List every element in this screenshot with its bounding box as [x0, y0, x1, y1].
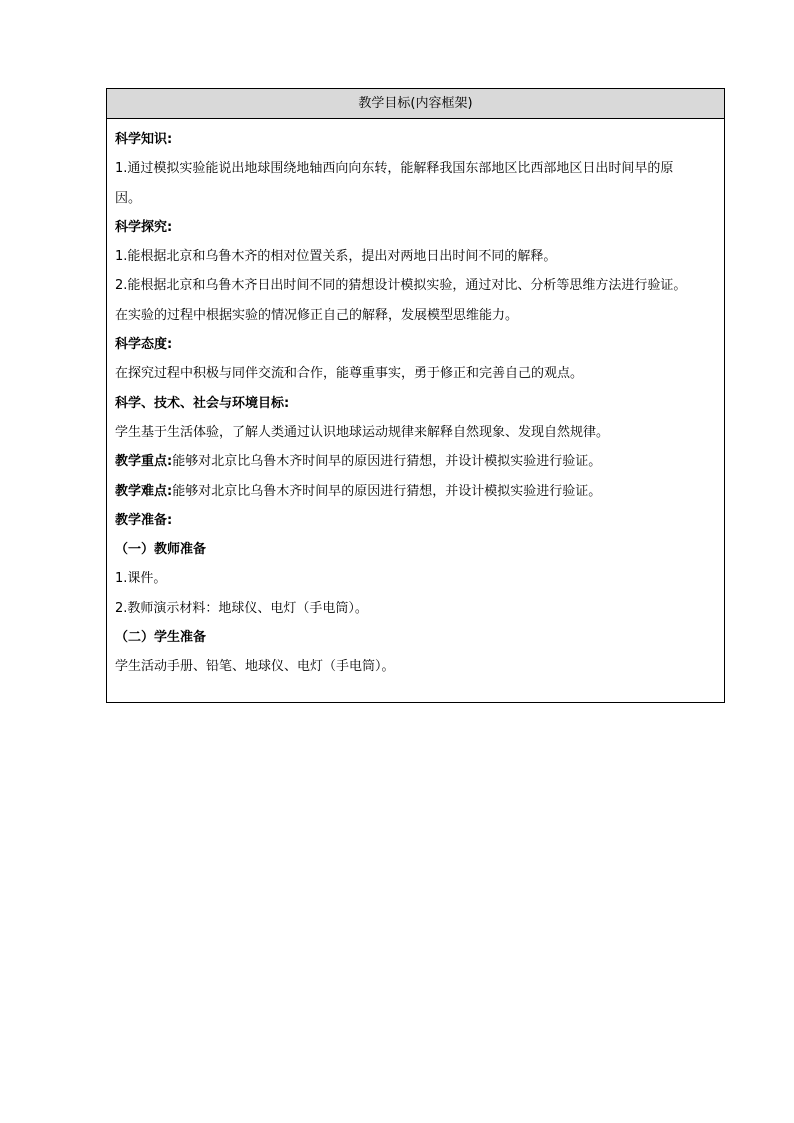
attitude-line-1: 在探究过程中积极与同伴交流和合作，能尊重事实，勇于修正和完善自己的观点。: [115, 366, 584, 382]
stse-heading: 科学、技术、社会与环境目标:: [115, 395, 290, 411]
stse-line-1: 学生基于生活体验，了解人类通过认识地球运动规律来解释自然现象、发现自然规律。: [115, 424, 610, 440]
key-point-text: 能够对北京比乌鲁木齐时间早的原因进行猜想，并设计模拟实验进行验证。: [172, 454, 602, 470]
teacher-prep-item-2: 2.教师演示材料：地球仪、电灯（手电筒）。: [115, 600, 368, 616]
key-point-line: [115, 447, 718, 476]
inquiry-line-2: 2.能根据北京和乌鲁木齐日出时间不同的猜想设计模拟实验，通过对比、分析等思维方法进行验证。: [115, 278, 687, 294]
inquiry-heading: 科学探究:: [115, 219, 173, 235]
teacher-prep-item-1: 1.课件。: [115, 571, 167, 587]
inquiry-line-3: 在实验的过程中根据实验的情况修正自己的解释，发展模型思维能力。: [115, 307, 519, 323]
preparation-heading: 教学准备:: [115, 512, 173, 528]
knowledge-line-1: 1.通过模拟实验能说出地球围绕地轴西向向东转，能解释我国东部地区比西部地区日出时间早的原: [115, 161, 674, 177]
table-content: [107, 119, 724, 682]
attitude-heading: 科学态度:: [115, 337, 173, 353]
inquiry-line-1: 1.能根据北京和乌鲁木齐的相对位置关系，提出对两地日出时间不同的解释。: [115, 249, 557, 265]
difficulty-text: 能够对北京比乌鲁木齐时间早的原因进行猜想，并设计模拟实验进行验证。: [172, 483, 602, 499]
key-point-label: 教学重点:: [115, 454, 173, 470]
knowledge-line-2: 因。: [115, 190, 142, 206]
objectives-table: [106, 88, 725, 703]
student-prep-heading: （二）学生准备: [115, 630, 207, 646]
difficulty-label: 教学难点:: [115, 483, 173, 499]
difficulty-line: [115, 477, 718, 506]
table-header: 教学目标(内容框架): [107, 89, 724, 119]
teacher-prep-heading: （一）教师准备: [115, 542, 207, 558]
student-prep-item-1: 学生活动手册、铅笔、地球仪、电灯（手电筒）。: [115, 659, 395, 675]
knowledge-heading: 科学知识:: [115, 132, 173, 147]
